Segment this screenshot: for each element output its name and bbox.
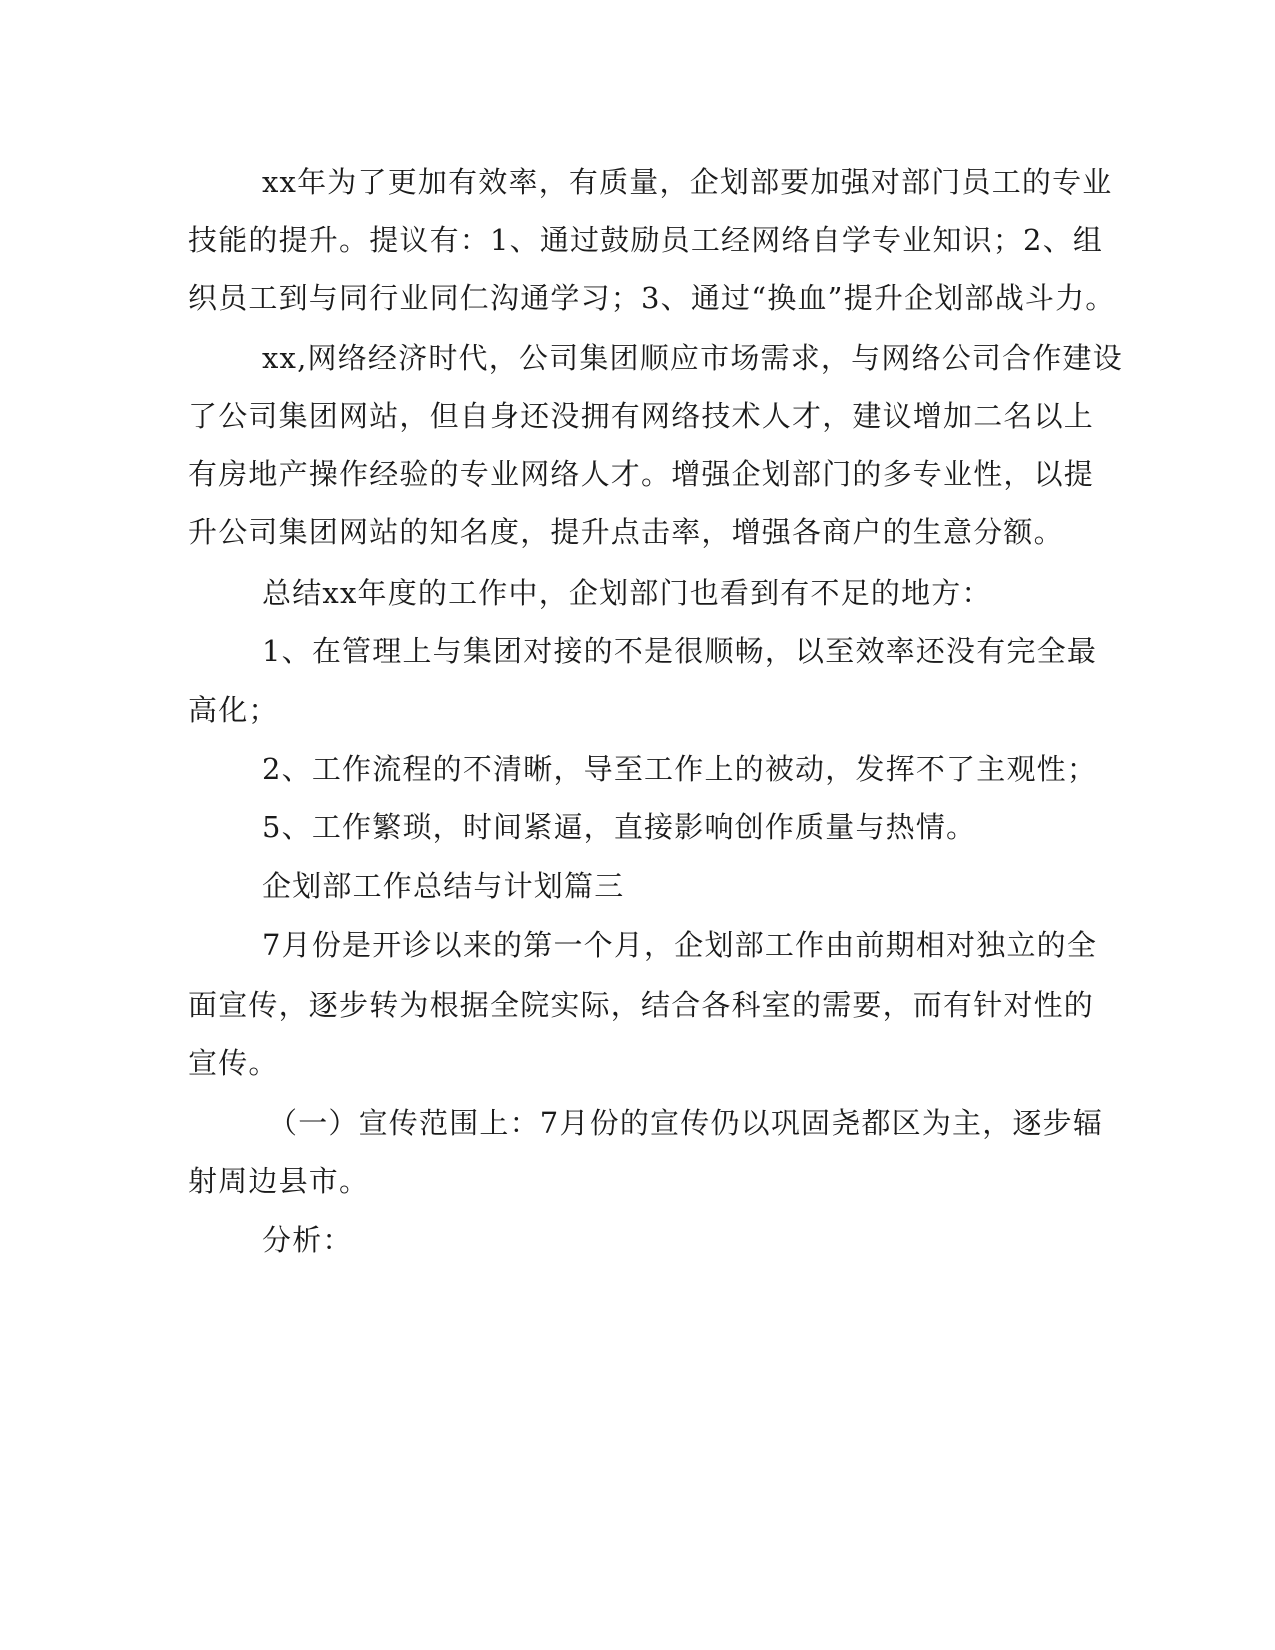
paragraph-1-line-1: xx年为了更加有效率，有质量，企划部要加强对部门员工的专业: [262, 165, 1113, 199]
paragraph-2-line-2: 了公司集团网站，但自身还没拥有网络技术人才，建议增加二名以上: [188, 399, 1095, 433]
paragraph-4-line-2: 面宣传，逐步转为根据全院实际，结合各科室的需要，而有针对性的: [188, 988, 1095, 1022]
paragraph-2-line-3: 有房地产操作经验的专业网络人才。增强企划部门的多专业性，以提: [188, 457, 1095, 491]
paragraph-1-line-2: 技能的提升。提议有：1、通过鼓励员工经网络自学专业知识；2、组: [188, 223, 1104, 257]
paragraph-6-line-1: 分析：: [262, 1223, 353, 1257]
list-item-1-line-2: 高化；: [188, 693, 279, 727]
list-item-2: 2、工作流程的不清晰，导至工作上的被动，发挥不了主观性；: [262, 752, 1098, 786]
paragraph-4-line-1: 7月份是开诊以来的第一个月，企划部工作由前期相对独立的全: [262, 928, 1098, 962]
paragraph-1-line-3: 织员工到与同行业同仁沟通学习；3、通过“换血”提升企划部战斗力。: [188, 281, 1116, 315]
section-heading: 企划部工作总结与计划篇三: [262, 869, 625, 903]
paragraph-2-line-1: xx,网络经济时代，公司集团顺应市场需求，与网络公司合作建设: [262, 341, 1123, 375]
paragraph-5-line-1: （一）宣传范围上：7月份的宣传仍以巩固尧都区为主，逐步辐: [268, 1106, 1104, 1140]
paragraph-3-line-1: 总结xx年度的工作中，企划部门也看到有不足的地方：: [262, 576, 992, 610]
paragraph-4-line-3: 宣传。: [188, 1046, 279, 1080]
paragraph-5-line-2: 射周边县市。: [188, 1164, 370, 1198]
list-item-1-line-1: 1、在管理上与集团对接的不是很顺畅，以至效率还没有完全最: [262, 634, 1098, 668]
paragraph-2-line-4: 升公司集团网站的知名度，提升点击率，增强各商户的生意分额。: [188, 515, 1064, 549]
list-item-3: 5、工作繁琐，时间紧逼，直接影响创作质量与热情。: [262, 810, 977, 844]
